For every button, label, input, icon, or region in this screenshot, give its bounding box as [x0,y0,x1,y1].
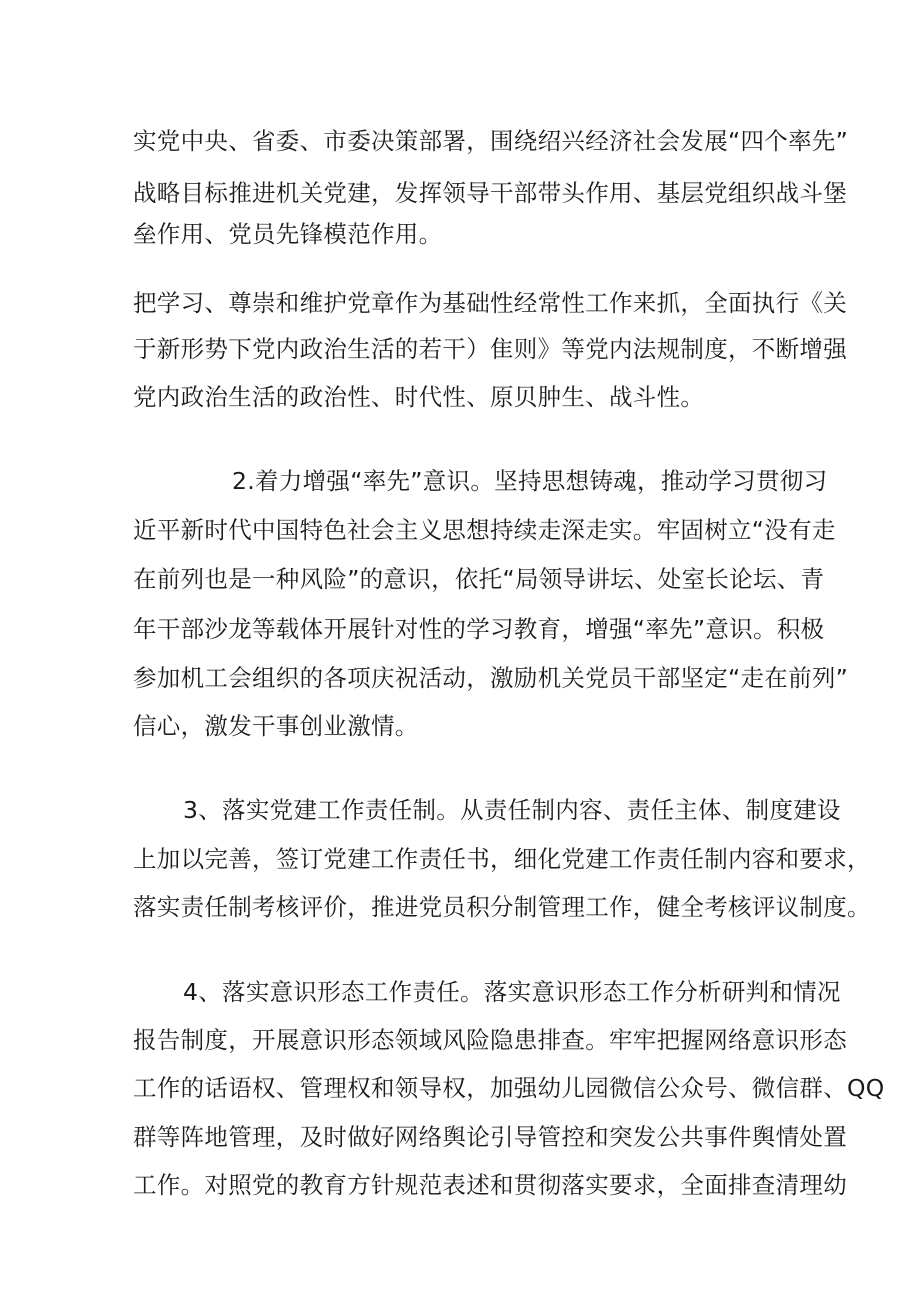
paragraph-4-line-1: 3、落实党建工作责任制。从责任制内容、责任主体、制度建设 [183,796,841,824]
paragraph-1-line-2: 战略目标推进机关党建，发挥领导干部带头作用、基层党组织战斗堡 [133,179,847,207]
paragraph-3-line-4: 年干部沙龙等载体开展针对性的学习教育，增强“率先”意识。积极 [133,615,825,643]
paragraph-5-line-3: 工作的话语权、管理权和领导权，加强幼儿园微信公众号、微信群、QQ [133,1074,885,1102]
paragraph-5-line-5: 工作。对照党的教育方针规范表述和贯彻落实要求，全面排查清理幼 [133,1171,847,1199]
paragraph-3-line-5: 参加机工会组织的各项庆祝活动，激励机关党员干部坚定“走在前列” [133,664,849,692]
paragraph-2-line-1: 把学习、尊崇和维护党章作为基础性经常性工作来抓，全面执行《关 [133,289,847,317]
paragraph-5-line-2: 报告制度，开展意识形态领域风险隐患排查。牢牢把握网络意识形态 [133,1026,847,1054]
paragraph-3-line-6: 信心，激发干事创业激情。 [133,712,419,740]
paragraph-4-line-3: 落实责任制考核评价，推进党员积分制管理工作，健全考核评议制度。 [133,893,871,921]
paragraph-1-line-3: 垒作用、党员先锋模范作用。 [133,220,443,248]
paragraph-3-line-3: 在前列也是一种风险”的意识，依托“局领导讲坛、处室长论坛、青 [133,565,825,593]
paragraph-4-line-2: 上加以完善，签订党建工作责任书，细化党建工作责任制内容和要求， [133,845,871,873]
paragraph-5-line-1: 4、落实意识形态工作责任。落实意识形态工作分析研判和情况 [183,978,841,1006]
paragraph-5-line-4: 群等阵地管理，及时做好网络舆论引导管控和突发公共事件舆情处置 [133,1123,847,1151]
paragraph-2-line-3: 党内政治生活的政治性、时代性、原贝肿生、战斗性。 [133,383,705,411]
paragraph-3-line-1: 2.着力增强“率先”意识。坚持思想铸魂，推动学习贯彻习 [232,467,828,495]
paragraph-1-line-1: 实党中央、省委、市委决策部署，围绕绍兴经济社会发展“四个率先” [133,127,849,155]
paragraph-2-line-2: 于新形势下党内政治生活的若干）隹则》等党内法规制度，不断增强 [133,335,847,363]
paragraph-3-line-2: 近平新时代中国特色社会主义思想持续走深走实。牢固树立“没有走 [133,516,836,544]
